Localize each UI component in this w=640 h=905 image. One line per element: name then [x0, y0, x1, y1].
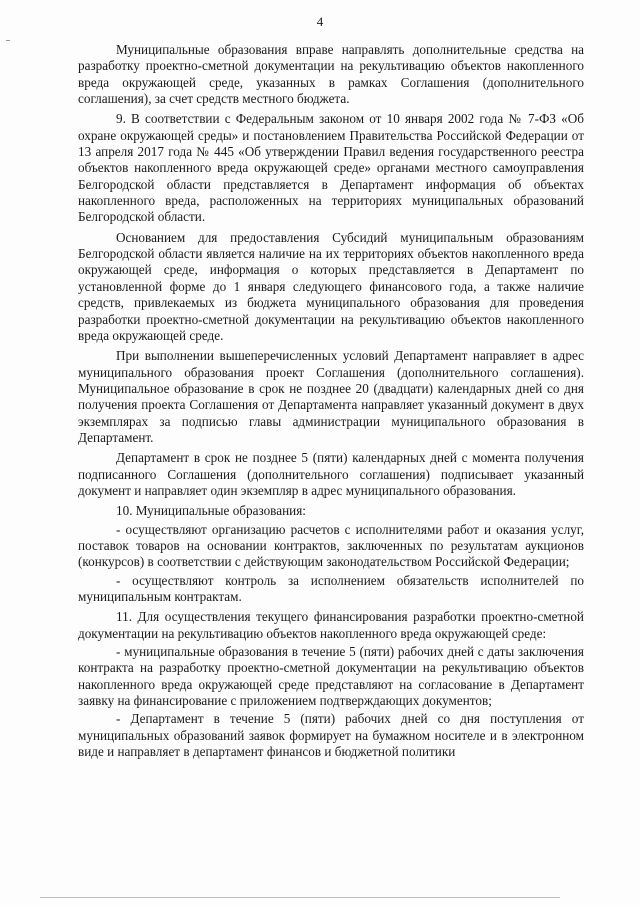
list-item-contract-control: - осуществляют контроль за исполнением обязательств исполнителей по муниципальным контрактам.: [78, 572, 584, 604]
paragraph-grounds-for-subsidies: Основанием для предоставления Субсидий муниципальным образованиям Белгородской области является наличие на их территориях объектов накопленного вреда окружающей среде, информация о которых представляется в Департамент по установленной форме до 1 января следующего финансового года, а также наличие средств, привлекаемых из бюджета муниципального образования для проведения разработки проектно-сметной документации на рекультивацию объектов накопленного вреда окружающей среде.: [78, 229, 584, 343]
document-body: [78, 42, 584, 764]
paragraph-item-11: 11. Для осуществления текущего финансирования разработки проектно-сметной документации на рекультивацию объектов накопленного вреда окружающей среде:: [78, 609, 584, 641]
paragraph-item-9: 9. В соответствии с Федеральным законом от 10 января 2002 года № 7-ФЗ «Об охране окружающей среды» и постановлением Правительства Российской Федерации от 13 апреля 2017 года № 445 «Об утверждении Правил ведения государственного реестра объектов накопленного вреда окружающей среде» органами местного самоуправления Белгородской области представляется в Департамент информация об объектах накопленного вреда, расположенных на территориях муниципальных образований Белгородской области.: [78, 111, 584, 225]
scan-speck: [6, 40, 10, 41]
paragraph-agreement-procedure: При выполнении вышеперечисленных условий Департамент направляет в адрес муниципального образования проект Соглашения (дополнительного соглашения). Муниципальное образование в срок не позднее 20 (двадцати) календарных дней со дня получения проекта Соглашения от Департамента направляет указанный документ в двух экземплярах за подписью главы администрации муниципального образования в Департамент.: [78, 348, 584, 445]
list-item-settlements: - осуществляют организацию расчетов с исполнителями работ и оказания услуг, поставок товаров на основании контрактов, заключенных по результатам аукционов (конкурсов) в соответствии с действующим законодательством Российской Федерации;: [78, 521, 584, 570]
list-item-application-submission: - муниципальные образования в течение 5 (пяти) рабочих дней с даты заключения контракта на разработку проектно-сметной документации на рекультивацию объектов накопленного вреда окружающей среде представляют на согласование в Департамент заявку на финансирование с приложением подтверждающих документов;: [78, 644, 584, 709]
paragraph-additional-funds: Муниципальные образования вправе направлять дополнительные средства на разработку проектно-сметной документации на рекультивацию объектов накопленного вреда окружающей среде, указанных в рамках Соглашения (дополнительного соглашения), за счет средств местного бюджета.: [78, 42, 584, 107]
paragraph-department-signing: Департамент в срок не позднее 5 (пяти) календарных дней с момента получения подписанного Соглашения (дополнительного соглашения) подписывает указанный документ и направляет один экземпляр в адрес муниципального образования.: [78, 450, 584, 498]
list-item-department-processing: - Департамент в течение 5 (пяти) рабочих дней со дня поступления от муниципальных образований заявок формирует на бумажном носителе и в электронном виде и направляет в департамент финансов и бюджетной политики: [78, 711, 584, 760]
paragraph-item-10: 10. Муниципальные образования:: [116, 503, 306, 519]
scan-edge-line: [40, 897, 560, 898]
page-number: 4: [316, 14, 324, 29]
